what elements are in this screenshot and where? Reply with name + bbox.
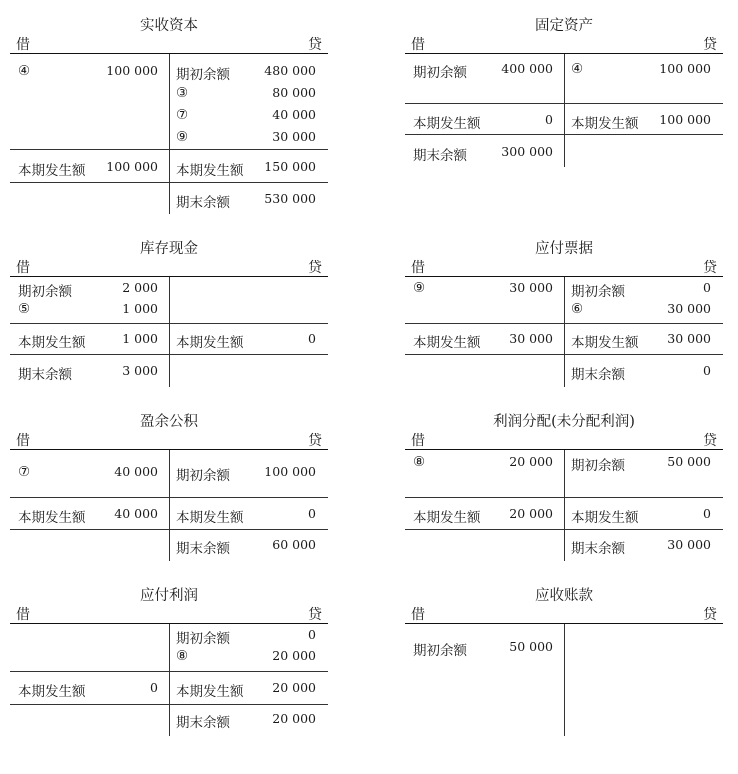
entry-label: 本期发生额 (176, 163, 244, 179)
entry-label: 期初余额 (571, 284, 625, 300)
entry-amount: 20 000 (272, 680, 316, 695)
entry-amount: 3 000 (122, 363, 158, 378)
center-rule (169, 54, 170, 214)
account-title: 库存现金 (140, 241, 198, 257)
debit-total (18, 159, 158, 179)
entry-label: ④ (571, 61, 584, 77)
t-account-paid-in-capital (10, 14, 328, 211)
entry-label: 期初余额 (18, 284, 72, 300)
balance-rule (10, 354, 328, 355)
entry-label: 期末余额 (18, 367, 72, 383)
entry-amount: 0 (545, 112, 553, 127)
credit-balance (571, 537, 711, 557)
credit-total (176, 680, 316, 700)
entry-amount: 0 (150, 680, 158, 695)
t-account-notes-payable (405, 237, 723, 427)
debit-total (18, 506, 158, 526)
entry-label: 期末余额 (413, 148, 467, 164)
entry-label: 本期发生额 (413, 335, 481, 351)
entry-amount: 0 (703, 506, 711, 521)
center-rule (169, 277, 170, 387)
entry-amount: 0 (308, 627, 316, 642)
debit-label: 借 (16, 607, 30, 623)
center-rule (564, 277, 565, 387)
center-rule (169, 450, 170, 561)
entry-amount: 300 000 (501, 144, 553, 159)
entry-amount: 100 000 (106, 159, 158, 174)
debit-entry (413, 61, 553, 81)
entry-amount: 530 000 (264, 191, 316, 206)
account-title: 固定资产 (535, 18, 593, 34)
balance-rule (10, 182, 328, 183)
entry-label: 本期发生额 (176, 335, 244, 351)
entry-label: 期初余额 (176, 67, 230, 83)
entry-label: ⑥ (571, 301, 584, 317)
entry-amount: 80 000 (272, 85, 316, 100)
credit-balance (176, 711, 316, 731)
credit-label: 贷 (703, 37, 717, 53)
debit-label: 借 (411, 607, 425, 623)
entry-amount: 0 (308, 331, 316, 346)
entry-label: 期初余额 (571, 458, 625, 474)
debit-entry (413, 280, 553, 300)
debit-total (18, 331, 158, 351)
balance-rule (405, 529, 723, 530)
entry-amount: 30 000 (667, 537, 711, 552)
entry-amount: 0 (308, 506, 316, 521)
entry-amount: 1 000 (122, 331, 158, 346)
credit-total (571, 331, 711, 351)
entry-label: 期初余额 (413, 643, 467, 659)
total-rule (405, 103, 723, 104)
credit-entry (176, 63, 316, 83)
entry-label: 本期发生额 (18, 335, 86, 351)
credit-balance (571, 363, 711, 383)
debit-label: 借 (411, 37, 425, 53)
entry-amount: 100 000 (106, 63, 158, 78)
credit-label: 贷 (308, 433, 322, 449)
entry-label: 本期发生额 (571, 510, 639, 526)
debit-label: 借 (16, 37, 30, 53)
entry-amount: 40 000 (114, 506, 158, 521)
entry-amount: 0 (703, 363, 711, 378)
account-title: 应收账款 (535, 588, 593, 604)
credit-entry (176, 129, 316, 149)
entry-label: ⑤ (18, 301, 31, 317)
t-account-fixed-assets (405, 14, 723, 204)
credit-label: 贷 (308, 607, 322, 623)
debit-label: 借 (411, 260, 425, 276)
balance-rule (10, 704, 328, 705)
entry-label: 期末余额 (571, 541, 625, 557)
entry-amount: 30 000 (272, 129, 316, 144)
credit-total (176, 159, 316, 179)
entry-label: 期初余额 (176, 468, 230, 484)
entry-amount: 20 000 (272, 711, 316, 726)
account-title: 应付票据 (535, 241, 593, 257)
credit-total (571, 112, 711, 132)
credit-entry (176, 648, 316, 668)
entry-amount: 60 000 (272, 537, 316, 552)
t-account-surplus-reserve (10, 410, 328, 600)
entry-label: ⑨ (176, 129, 189, 145)
entry-amount: 20 000 (509, 454, 553, 469)
credit-label: 贷 (703, 607, 717, 623)
entry-amount: 2 000 (122, 280, 158, 295)
balance-rule (405, 354, 723, 355)
balance-rule (10, 529, 328, 530)
entry-label: 本期发生额 (18, 510, 86, 526)
credit-label: 贷 (308, 260, 322, 276)
entry-amount: 100 000 (659, 61, 711, 76)
entry-label: 本期发生额 (176, 684, 244, 700)
account-title: 实收资本 (140, 18, 198, 34)
debit-total (18, 680, 158, 700)
entry-label: ④ (18, 63, 31, 79)
entry-amount: 100 000 (659, 112, 711, 127)
entry-label: ⑦ (176, 107, 189, 123)
credit-entry (571, 280, 711, 300)
debit-entry (18, 280, 158, 300)
debit-total (413, 112, 553, 132)
t-account-profit-payable (10, 584, 328, 774)
entry-label: ⑦ (18, 464, 31, 480)
credit-entry (571, 61, 711, 81)
debit-total (413, 331, 553, 351)
credit-total (176, 331, 316, 351)
entry-label: ⑧ (413, 454, 426, 470)
entry-amount: 30 000 (509, 280, 553, 295)
entry-label: 本期发生额 (571, 335, 639, 351)
entry-label: 本期发生额 (571, 116, 639, 132)
credit-label: 贷 (308, 37, 322, 53)
t-account-cash-on-hand (10, 237, 328, 427)
credit-entry (176, 627, 316, 647)
entry-label: ③ (176, 85, 189, 101)
credit-entry (571, 454, 711, 474)
credit-label: 贷 (703, 433, 717, 449)
account-title: 应付利润 (140, 588, 198, 604)
credit-entry (176, 464, 316, 484)
center-rule (564, 54, 565, 167)
entry-amount: 30 000 (509, 331, 553, 346)
debit-balance (18, 363, 158, 383)
credit-total (571, 506, 711, 526)
entry-amount: 0 (703, 280, 711, 295)
entry-amount: 40 000 (272, 107, 316, 122)
center-rule (564, 450, 565, 561)
debit-label: 借 (411, 433, 425, 449)
credit-balance (176, 537, 316, 557)
credit-entry (176, 107, 316, 127)
credit-balance (176, 191, 316, 211)
debit-label: 借 (16, 260, 30, 276)
entry-label: 期末余额 (571, 367, 625, 383)
entry-label: 期初余额 (413, 65, 467, 81)
entry-label: 本期发生额 (176, 510, 244, 526)
entry-amount: 30 000 (667, 331, 711, 346)
entry-amount: 400 000 (501, 61, 553, 76)
total-rule (10, 323, 328, 324)
t-account-accounts-receivable (405, 584, 723, 774)
entry-label: 本期发生额 (18, 163, 86, 179)
credit-entry (571, 301, 711, 321)
debit-entry (413, 639, 553, 659)
credit-total (176, 506, 316, 526)
entry-label: 期末余额 (176, 715, 230, 731)
entry-label: 期末余额 (176, 195, 230, 211)
entry-amount: 1 000 (122, 301, 158, 316)
balance-rule (405, 134, 723, 135)
debit-entry (413, 454, 553, 474)
entry-label: 期末余额 (176, 541, 230, 557)
account-title: 盈余公积 (140, 414, 198, 430)
entry-amount: 150 000 (264, 159, 316, 174)
entry-amount: 50 000 (667, 454, 711, 469)
debit-balance (413, 144, 553, 164)
debit-total (413, 506, 553, 526)
debit-entry (18, 464, 158, 484)
entry-label: 本期发生额 (413, 116, 481, 132)
entry-label: ⑨ (413, 280, 426, 296)
credit-entry (176, 85, 316, 105)
total-rule (405, 323, 723, 324)
entry-amount: 20 000 (272, 648, 316, 663)
entry-amount: 480 000 (264, 63, 316, 78)
debit-entry (18, 301, 158, 321)
t-account-profit-distribution (405, 410, 723, 600)
total-rule (10, 149, 328, 150)
center-rule (169, 624, 170, 736)
entry-amount: 30 000 (667, 301, 711, 316)
total-rule (10, 497, 328, 498)
entry-amount: 50 000 (509, 639, 553, 654)
entry-amount: 100 000 (264, 464, 316, 479)
entry-label: 本期发生额 (18, 684, 86, 700)
account-title: 利润分配(未分配利润) (493, 414, 635, 430)
entry-label: ⑧ (176, 648, 189, 664)
credit-label: 贷 (703, 260, 717, 276)
entry-label: 本期发生额 (413, 510, 481, 526)
total-rule (10, 671, 328, 672)
entry-label: 期初余额 (176, 631, 230, 647)
entry-amount: 20 000 (509, 506, 553, 521)
debit-label: 借 (16, 433, 30, 449)
center-rule (564, 624, 565, 736)
total-rule (405, 497, 723, 498)
debit-entry (18, 63, 158, 83)
entry-amount: 40 000 (114, 464, 158, 479)
